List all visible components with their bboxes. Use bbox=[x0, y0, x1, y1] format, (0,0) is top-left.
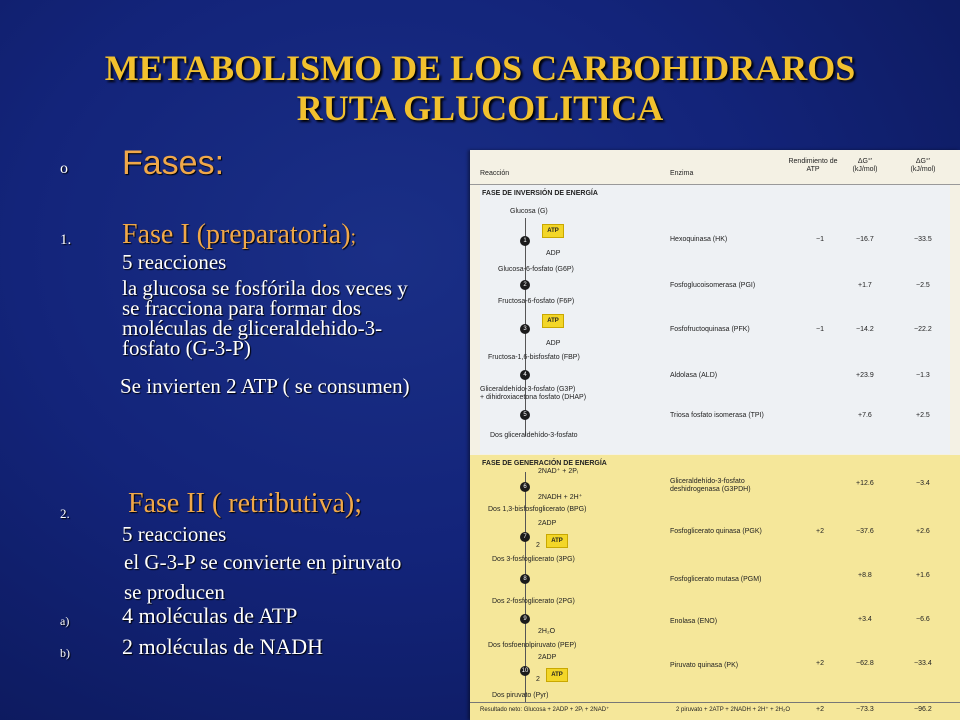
header-enzima: Enzima bbox=[670, 170, 694, 177]
enzyme-tpi: Triosa fosfato isomerasa (TPI) bbox=[670, 412, 764, 419]
fase2-desc-1: el G-3-P se convierte en piruvato bbox=[124, 550, 402, 574]
dg-hk: −33.5 bbox=[914, 236, 932, 243]
dg-ald: −1.3 bbox=[916, 372, 930, 379]
glycolysis-figure bbox=[470, 150, 960, 720]
adp-out-1: ADP bbox=[546, 250, 561, 257]
enzyme-g3pdh-2: deshidrogenasa (G3PDH) bbox=[670, 486, 751, 493]
fases-heading: Fases: bbox=[122, 144, 225, 182]
dg-pk: −33.4 bbox=[914, 660, 932, 667]
dg-tpi: +2.5 bbox=[916, 412, 930, 419]
dg0-pgi: +1.7 bbox=[858, 282, 872, 289]
result-lhs: Resultado neto: Glucosa + 2ADP + 2Pᵢ + 2NAD⁺ bbox=[480, 707, 610, 713]
dg-pfk: −22.2 bbox=[914, 326, 932, 333]
atp-hk: −1 bbox=[816, 236, 824, 243]
enzyme-pgm: Fosfoglicerato mutasa (PGM) bbox=[670, 576, 762, 583]
fase1-desc-4: fosfato (G-3-P) bbox=[122, 336, 251, 360]
step-10-marker: 10 bbox=[521, 668, 529, 674]
fase1-heading bbox=[122, 219, 356, 251]
dg0-eno: +3.4 bbox=[858, 616, 872, 623]
dg0-ald: +23.9 bbox=[856, 372, 874, 379]
stoich-10: 2 bbox=[536, 676, 540, 683]
step-7-marker: 7 bbox=[520, 532, 530, 542]
atp-pk: +2 bbox=[816, 660, 824, 667]
item-a-marker: a) bbox=[60, 614, 70, 628]
result-rhs: 2 piruvato + 2ATP + 2NADH + 2H⁺ + 2H₂O bbox=[676, 707, 790, 713]
dg0-g3pdh: +12.6 bbox=[856, 480, 874, 487]
cofactor-nad-in: 2NAD⁺ + 2Pᵢ bbox=[538, 468, 579, 475]
metabolite-g6p: Glucosa-6-fosfato (G6P) bbox=[498, 266, 574, 273]
result-dg0: −73.3 bbox=[856, 706, 874, 713]
atp-out-10: ATP bbox=[546, 668, 568, 682]
fase1-number: 1. bbox=[60, 232, 72, 248]
metabolite-f6p: Fructosa-6-fosfato (F6P) bbox=[498, 298, 575, 305]
dg0-pk: −62.8 bbox=[856, 660, 874, 667]
fase1-separator: ; bbox=[350, 226, 357, 248]
step-5-marker: 5 bbox=[520, 410, 530, 420]
dg0-pgk: −37.6 bbox=[856, 528, 874, 535]
step-3-marker: 3 bbox=[520, 324, 530, 334]
section-investment-title: FASE DE INVERSIÓN DE ENERGÍA bbox=[482, 190, 598, 197]
dg0-pgm: +8.8 bbox=[858, 572, 872, 579]
atp-out-7: ATP bbox=[546, 534, 568, 548]
header-reaccion: Reacción bbox=[480, 170, 510, 177]
stoich-7: 2 bbox=[536, 542, 540, 549]
section-generation-title: FASE DE GENERACIÓN DE ENERGÍA bbox=[482, 460, 607, 467]
atp-pfk: −1 bbox=[816, 326, 824, 333]
metabolite-fbp: Fructosa-1,6-bisfosfato (FBP) bbox=[488, 354, 580, 361]
slide-title bbox=[0, 48, 960, 128]
metabolite-g3p: Gliceraldehído-3-fosfato (G3P) bbox=[480, 386, 576, 393]
step-4-marker: 4 bbox=[520, 370, 530, 380]
fase2-count: 5 reacciones bbox=[122, 522, 227, 546]
atp-pgk: +2 bbox=[816, 528, 824, 535]
step-9-marker: 9 bbox=[520, 614, 530, 624]
fase1-count: 5 reacciones bbox=[122, 250, 227, 274]
dg-g3pdh: −3.4 bbox=[916, 480, 930, 487]
dg-eno: −6.6 bbox=[916, 616, 930, 623]
step-8-marker: 8 bbox=[520, 574, 530, 584]
enzyme-pfk: Fosfofructoquinasa (PFK) bbox=[670, 326, 750, 333]
enzyme-pgi: Fosfoglucoisomerasa (PGI) bbox=[670, 282, 756, 289]
item-a-text: 4 moléculas de ATP bbox=[122, 603, 298, 628]
fase1-desc-3: moléculas de gliceraldehido-3- bbox=[122, 316, 383, 340]
fase2-desc-2: se producen bbox=[124, 580, 225, 604]
item-b-text: 2 moléculas de NADH bbox=[122, 634, 324, 659]
header-dg0: ΔG°' (kJ/mol) bbox=[852, 158, 878, 173]
dg0-tpi: +7.6 bbox=[858, 412, 872, 419]
metabolite-2pg: Dos 2-fosfoglicerato (2PG) bbox=[492, 598, 575, 605]
metabolite-glucose: Glucosa (G) bbox=[510, 208, 548, 215]
title-line-2: RUTA GLUCOLITICA bbox=[296, 88, 664, 128]
header-dg: ΔG°' (kJ/mol) bbox=[910, 158, 936, 173]
fase2-number: 2. bbox=[60, 506, 70, 521]
metabolite-pyr: Dos piruvato (Pyr) bbox=[492, 692, 549, 699]
item-b-marker: b) bbox=[60, 646, 70, 660]
header-rendimiento: Rendimiento de ATP bbox=[788, 158, 838, 173]
adp-out-3: ADP bbox=[546, 340, 561, 347]
metabolite-bpg: Dos 1,3-bisfosfoglicerato (BPG) bbox=[488, 506, 587, 513]
metabolite-two-g3p: Dos gliceraldehído-3-fosfato bbox=[490, 432, 578, 439]
step-2-marker: 2 bbox=[520, 280, 530, 290]
enzyme-hk: Hexoquinasa (HK) bbox=[670, 236, 728, 243]
figure-header bbox=[470, 150, 960, 185]
dg0-hk: −16.7 bbox=[856, 236, 874, 243]
fases-bullet: o bbox=[60, 160, 68, 177]
step-6-marker: 6 bbox=[520, 482, 530, 492]
dg-pgk: +2.6 bbox=[916, 528, 930, 535]
dg-pgi: −2.5 bbox=[916, 282, 930, 289]
step-1-marker: 1 bbox=[520, 236, 530, 246]
fase1-desc-1: la glucosa se fosfórila dos veces y bbox=[122, 276, 408, 300]
result-dg: −96.2 bbox=[914, 706, 932, 713]
cofactor-adp-7: 2ADP bbox=[538, 520, 557, 527]
cofactor-nad-out: 2NADH + 2H⁺ bbox=[538, 494, 583, 501]
result-divider bbox=[470, 702, 960, 703]
atp-in-3: ATP bbox=[542, 314, 564, 328]
metabolite-dhap: + dihidroxiacetona fosfato (DHAP) bbox=[480, 394, 587, 401]
enzyme-pgk: Fosfoglicerato quinasa (PGK) bbox=[670, 528, 762, 535]
enzyme-pk: Piruvato quinasa (PK) bbox=[670, 662, 739, 669]
dg0-pfk: −14.2 bbox=[856, 326, 874, 333]
metabolite-3pg: Dos 3-fosfoglicerato (3PG) bbox=[492, 556, 575, 563]
cofactor-water: 2H₂O bbox=[538, 628, 556, 635]
title-line-1: METABOLISMO DE LOS CARBOHIDRAROS bbox=[104, 48, 856, 88]
cofactor-adp-10: 2ADP bbox=[538, 654, 557, 661]
atp-in-1: ATP bbox=[542, 224, 564, 238]
enzyme-g3pdh: Gliceraldehído-3-fosfato bbox=[670, 478, 745, 485]
fase1-desc-2: se fracciona para formar dos bbox=[122, 296, 362, 320]
enzyme-ald: Aldolasa (ALD) bbox=[670, 372, 718, 379]
fase1-atp-note: Se invierten 2 ATP ( se consumen) bbox=[120, 374, 410, 398]
fase1-label: Fase I (preparatoria) bbox=[122, 219, 351, 250]
result-atp: +2 bbox=[816, 706, 824, 713]
enzyme-eno: Enolasa (ENO) bbox=[670, 618, 718, 625]
dg-pgm: +1.6 bbox=[916, 572, 930, 579]
metabolite-pep: Dos fosfoenolpiruvato (PEP) bbox=[488, 642, 577, 649]
fase2-heading: Fase II ( retributiva); bbox=[128, 488, 363, 519]
